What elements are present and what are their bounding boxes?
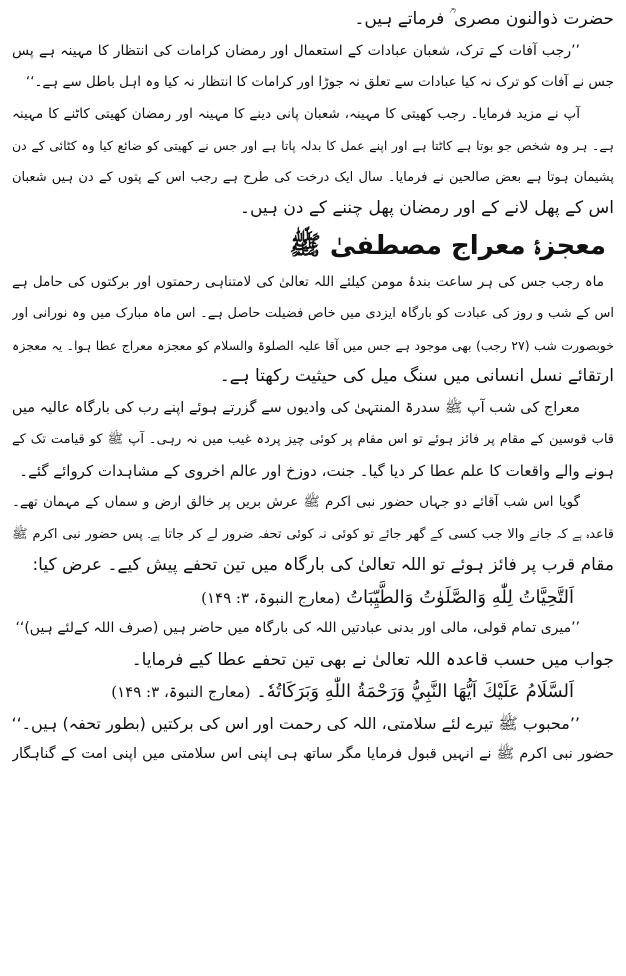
text-line: ماہ رجب جس کی ہر ساعت بندۂ مومن کیلئے اللہ تعالیٰ کی لامتناہی رحمتوں اور برکتوں کی حامل ہے: [12, 273, 604, 290]
arabic-verse: [12, 582, 614, 614]
paragraph-gifts: [12, 487, 614, 582]
text-line: آپ نے مزید فرمایا۔ رجب کھیتی کا مہینہ، شعبان پانی دینے کا مہینہ اور رمضان کھیتی کاٹنے کا مہینہ: [12, 105, 580, 122]
citation: (معارج النبوۃ، ۳: ۱۴۹): [111, 683, 251, 701]
text-line: ’’رجب آفات کے ترک، شعبان عبادات کے استعمال اور رمضان کرامات کی انتظار کا مہینہ ہے پس: [12, 42, 580, 59]
translation-quote: ’’میری تمام قولی، مالی اور بدنی عبادتیں اللہ کی بارگاہ میں حاضر ہیں (صرف اللہ کےلئے ہیں)‘‘: [15, 620, 580, 636]
text-line: ہونے والے واقعات کا علم عطا کر دیا گیا۔ جنت، دوزخ اور عالم اخروی کے مشاہدات کروائے گئے۔: [19, 461, 614, 480]
text-line: ہے۔ ہر وہ شخص جو بوتا ہے کاٹتا ہے اور اپنے عمل کا بدلہ پاتا ہے اور جس نے کھیتی کو ضائع کیا وہ کٹائی کے دن: [12, 138, 614, 153]
translation-quote: ’’محبوب ﷺ تیرے لئے سلامتی، اللہ کی رحمت اور اس کی برکتیں (بطور تحفہ) ہیں۔‘‘: [12, 713, 580, 733]
text-line: قاعدہ ہے کہ جانے والا جب کسی کے گھر جائے تو کوئی نہ کوئی تحفہ ضرور لے کر جاتا ہے۔ پس حضور نبی اکرم ﷺ: [12, 526, 614, 542]
text-line: گویا اس شب آقائے دو جہاں حضور نبی اکرم ﷺ عرش بریں پر خالق ارض و سماں کے مہمان تھے۔: [12, 494, 580, 510]
text-line: حضور نبی اکرم ﷺ نے انہیں قبول فرمایا مگر ساتھ ہی اپنی اس سلامتی میں اپنی امت کے گناہگار: [12, 746, 614, 762]
text-line: جس نے آفات کو ترک نہ کیا عبادات سے تعلق نہ جوڑا اور کرامات کا انتظار نہ کیا وہ اہل باطل سے ہے۔‘‘: [25, 74, 614, 90]
text-line: معراج کی شب آپ ﷺ سدرۃ المنتہیٰ کی وادیوں سے گزرتے ہوئے اپنے رب کی بارگاہ عالیہ میں: [12, 399, 580, 416]
paragraph-miraj-night: [12, 393, 614, 488]
text-line: اس کے شب و روز کی عبادت کو بارگاہ ایزدی میں خاص فضیلت حاصل ہے۔ اس ماہ مبارک میں وہ نورانی اور: [12, 306, 614, 321]
text-line: مقام قرب پر فائز ہوئے تو اللہ تعالیٰ کی بارگاہ میں تین تحفے پیش کیے۔ عرض کیا:: [32, 555, 614, 575]
citation: (معارج النبوۃ، ۳: ۱۴۹): [201, 588, 341, 607]
text-line: قاب قوسین کے مقام پر فائز ہوئے تو اس مقام پر کوئی چیز پردہ غیب میں نہ رہی۔ آپ ﷺ کو قیامت تک کے: [12, 432, 614, 447]
paragraph-rajab-month: [12, 267, 614, 393]
paragraph-intro: [12, 4, 614, 36]
paragraph-quote-dhulnun: [12, 36, 614, 99]
text-line: حضرت ذوالنون مصری ؒ فرماتے ہیں۔: [354, 9, 614, 29]
text-line: پشیمان ہوتا ہے بعض صالحین نے فرمایا۔ سال ایک درخت کی طرح ہے رجب اس کے پتوں کے دن ہیں شعبان: [12, 169, 614, 185]
arabic-verse: [12, 676, 614, 708]
section-heading: معجزۂ معراج مصطفیٰ ﷺ: [289, 230, 606, 261]
text-line: اس کے پھل لانے کے اور رمضان پھل چننے کے دن ہیں۔: [240, 198, 614, 218]
text-line: خوبصورت شب (۲۷ رجب) بھی موجود ہے جس میں آقا علیہ الصلوۃ والسلام کو معجزہ معراج عطا ہوا۔ یہ معجزہ: [12, 337, 614, 353]
text-line: ارتقائے نسل انسانی میں سنگ میل کی حیثیت رکھتا ہے۔: [219, 366, 614, 386]
text-line: جواب میں حسب قاعدہ اللہ تعالیٰ نے بھی تین تحفے عطا کیے فرمایا۔: [131, 649, 614, 670]
paragraph-months: [12, 99, 614, 225]
arabic-verse-text: اَلسَّلَامُ عَلَيْكَ اَيُّهَا النَّبِيُّ وَرَحْمَةُ اللّٰهِ وَبَرَكَاتُهٗ۔: [256, 681, 574, 702]
arabic-verse-text: اَلتَّحِيَّاتُ لِلّٰهِ وَالصَّلَوٰتُ وَالطَّيِّبَاتُ: [346, 586, 574, 608]
